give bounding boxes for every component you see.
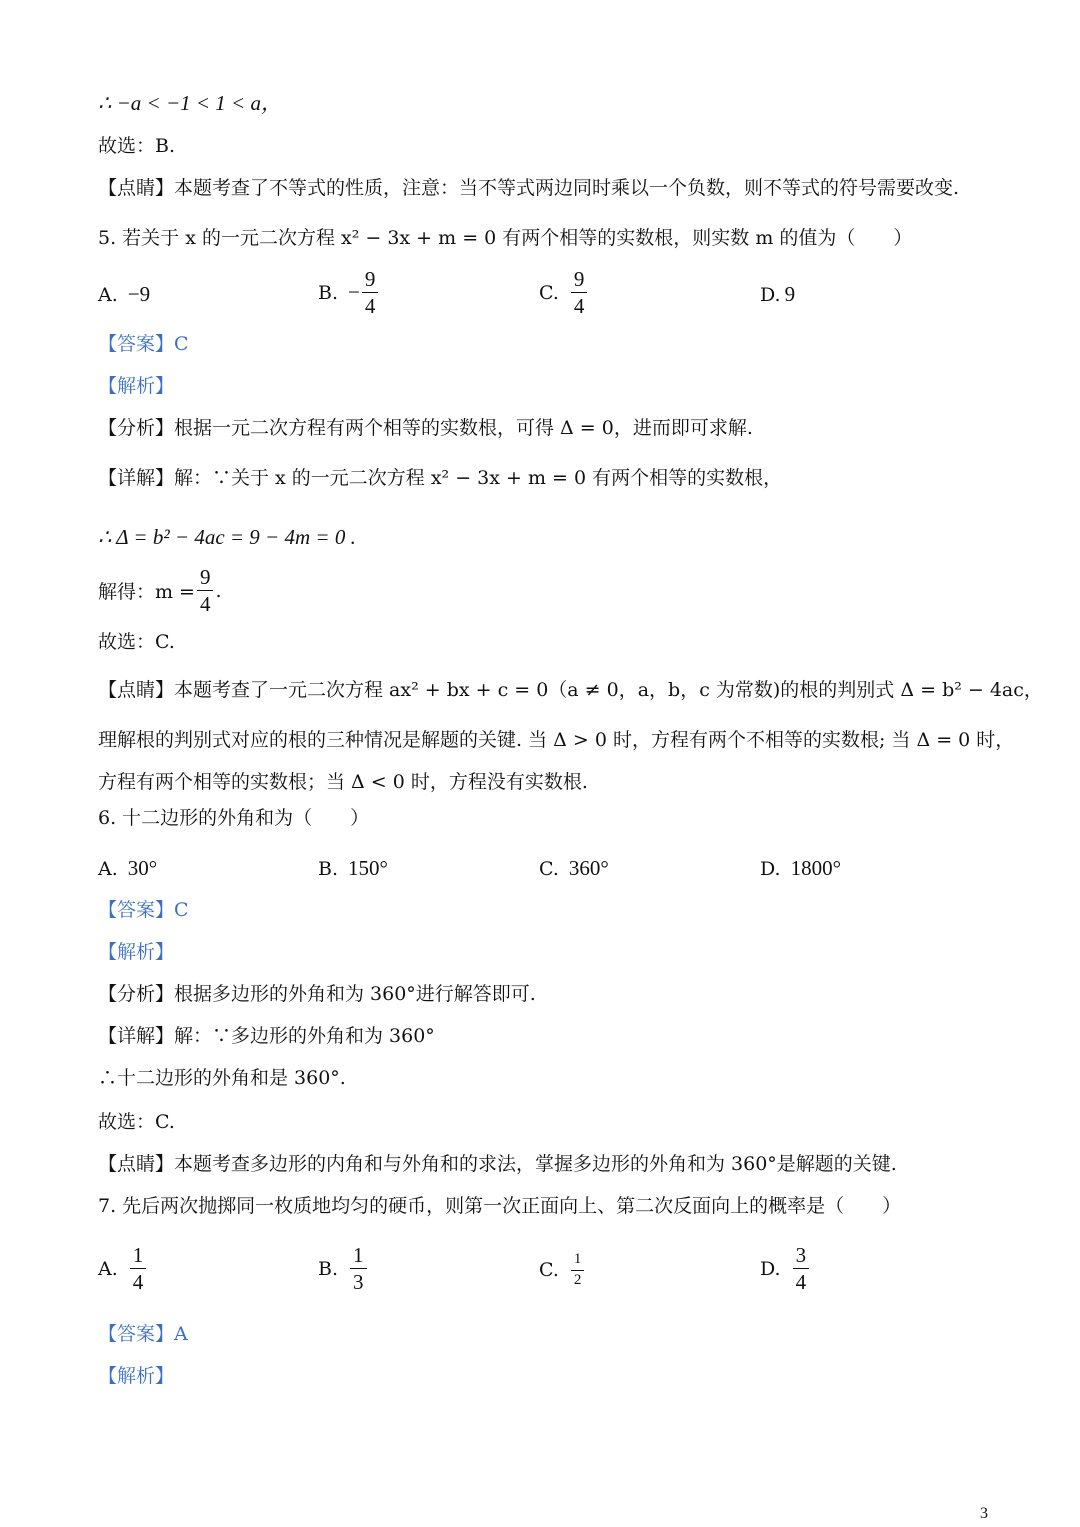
fraction-numerator: 1 [132, 1243, 144, 1267]
fraction-numerator: 9 [573, 267, 585, 291]
q5-option-c [539, 268, 589, 317]
q7-answer: 【答案】A [98, 1323, 188, 1345]
fraction-numerator: 1 [573, 1251, 582, 1267]
option-fraction [130, 1244, 147, 1293]
option-label: B. [318, 857, 339, 880]
q6-analysis-heading: 【解析】 [98, 941, 175, 963]
fraction-numerator: 9 [364, 267, 376, 291]
result-fraction [197, 566, 214, 615]
q5-step-result [98, 566, 222, 615]
q5-option-a [98, 282, 150, 307]
fraction-bar [793, 1268, 810, 1269]
q6-step: ∴十二边形的外角和是 360°. [98, 1067, 346, 1089]
q7-option-d [760, 1244, 811, 1293]
option-value: 9 [784, 282, 796, 306]
result-prefix: 解得：m = [98, 581, 195, 604]
option-label: C. [539, 1259, 559, 1282]
q5-option-d [760, 282, 795, 307]
option-value: 150° [348, 856, 388, 880]
q5-solution: 【详解】解：∵关于 x 的一元二次方程 x² − 3x + m = 0 有两个相等的实数根， [98, 467, 783, 489]
q7-option-c [539, 1252, 586, 1289]
q5-choice: 故选：C. [98, 631, 175, 653]
option-label: D. [760, 283, 781, 306]
option-label: A. [98, 1257, 118, 1280]
line-inequality: ∴ −a < −1 < 1 < a， [98, 91, 282, 115]
q6-option-b [318, 856, 388, 881]
option-fraction [350, 1244, 367, 1293]
option-label: A. [98, 857, 118, 880]
fraction-bar [130, 1268, 147, 1269]
q5-analysis: 【分析】根据一元二次方程有两个相等的实数根，可得 Δ = 0，进而即可求解. [98, 417, 753, 439]
fraction-denominator: 4 [795, 1270, 807, 1295]
option-label: A. [98, 283, 118, 306]
q6-answer: 【答案】C [98, 899, 189, 921]
q7-analysis-heading: 【解析】 [98, 1365, 175, 1387]
fraction-denominator: 3 [353, 1270, 364, 1295]
option-label: B. [318, 281, 339, 304]
option-label: C. [539, 857, 559, 880]
option-sign: − [348, 280, 360, 305]
result-suffix: . [215, 579, 222, 602]
question-5: 5. 若关于 x 的一元二次方程 x² − 3x + m = 0 有两个相等的实数根，则实数 m 的值为（ ） [98, 227, 913, 249]
fraction-denominator: 4 [364, 294, 376, 319]
fraction-numerator: 3 [795, 1243, 807, 1267]
fraction-bar [197, 590, 214, 591]
option-fraction [362, 268, 379, 317]
q7-option-a [98, 1244, 148, 1293]
q6-choice: 故选：C. [98, 1111, 175, 1133]
q5-analysis-heading: 【解析】 [98, 375, 175, 397]
q7-option-b [318, 1244, 369, 1293]
q5-step-discriminant: ∴ Δ = b² − 4ac = 9 − 4m = 0 . [98, 525, 356, 549]
option-value: 1800° [790, 856, 842, 880]
q6-analysis: 【分析】根据多边形的外角和为 360°进行解答即可. [98, 983, 536, 1005]
line-choice-b: 故选：B. [98, 135, 176, 157]
q6-option-d [760, 856, 841, 881]
fraction-denominator: 2 [573, 1271, 582, 1288]
fraction-bar [362, 292, 379, 293]
q6-solution: 【详解】解：∵多边形的外角和为 360° [98, 1025, 435, 1047]
fraction-denominator: 4 [573, 294, 585, 319]
fraction-numerator: 1 [353, 1243, 364, 1267]
option-fraction [571, 268, 588, 317]
option-value: 360° [568, 856, 609, 880]
question-7: 7. 先后两次抛掷同一枚质地均匀的硬币，则第一次正面向上、第二次反面向上的概率是（ ） [98, 1195, 902, 1217]
q5-answer: 【答案】C [98, 333, 189, 355]
fraction-bar [571, 292, 588, 293]
question-6: 6. 十二边形的外角和为（ ） [98, 807, 370, 829]
fraction-bar [571, 1270, 585, 1271]
option-label: C. [539, 281, 559, 304]
option-fraction [571, 1252, 585, 1289]
q5-note-2: 理解根的判别式对应的根的三种情况是解题的关键. 当 Δ > 0 时，方程有两个不相等的实数根; 当 Δ = 0 时， [98, 729, 1015, 751]
q6-note: 【点睛】本题考查多边形的内角和与外角和的求法，掌握多边形的外角和为 360°是解题的关键. [98, 1153, 897, 1175]
q6-option-a [98, 856, 157, 881]
option-label: B. [318, 1257, 339, 1280]
fraction-numerator: 9 [199, 565, 211, 589]
page-number: 3 [980, 1505, 988, 1522]
fraction-denominator: 4 [199, 592, 211, 617]
option-fraction [793, 1244, 810, 1293]
option-label: D. [760, 1257, 781, 1280]
q6-option-c [539, 856, 609, 881]
line-dianjing-1: 【点睛】本题考查了不等式的性质，注意：当不等式两边同时乘以一个负数，则不等式的符号需要改变. [98, 177, 960, 199]
option-value: 30° [127, 856, 158, 880]
fraction-bar [350, 1268, 367, 1269]
fraction-denominator: 4 [132, 1270, 144, 1295]
q5-option-b [318, 268, 380, 317]
option-value: −9 [127, 282, 151, 306]
q5-note-3: 方程有两个相等的实数根；当 Δ < 0 时，方程没有实数根. [98, 771, 588, 793]
option-label: D. [760, 857, 781, 880]
q5-note-1: 【点睛】本题考查了一元二次方程 ax² + bx + c = 0（a ≠ 0，a，b，c 为常数)的根的判别式 Δ = b² − 4ac， [98, 679, 1043, 701]
